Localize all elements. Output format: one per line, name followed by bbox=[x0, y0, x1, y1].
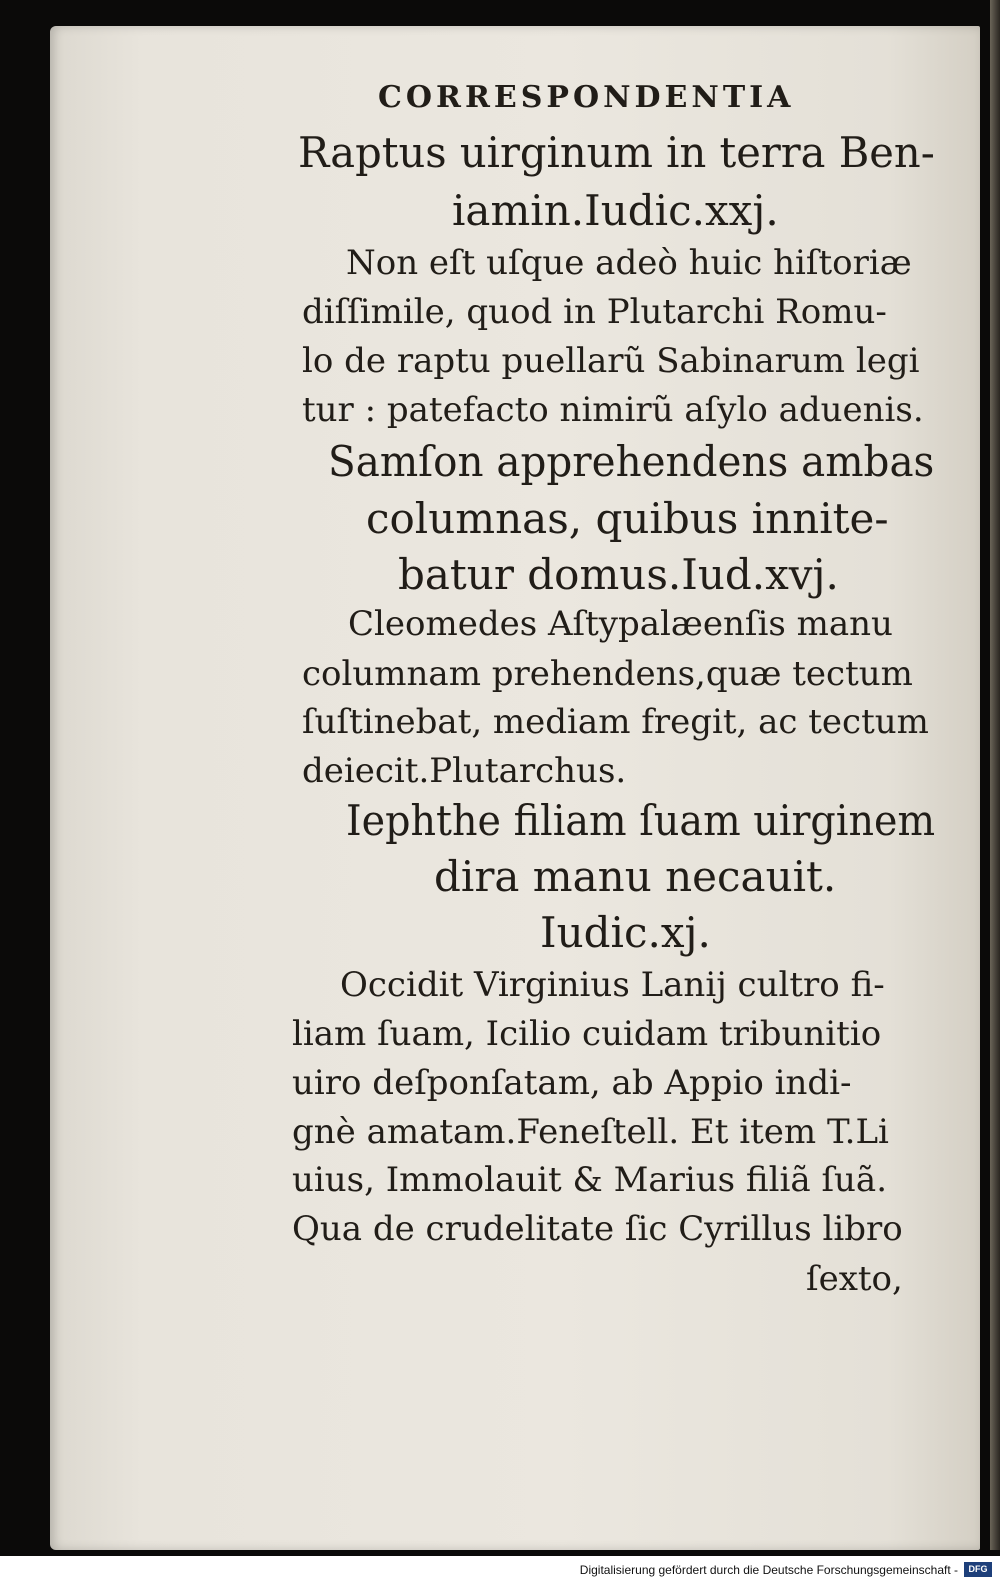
heading-line-16: Iudic.xj. bbox=[540, 908, 711, 957]
text-line-4: diſſimile, quod in Plutarchi Romu- bbox=[302, 292, 887, 332]
heading-line-8: columnas, quibus innite- bbox=[366, 494, 889, 543]
text-line-11: columnam prehendens,quæ tectum bbox=[302, 654, 913, 694]
text-line-5: lo de raptu puellarũ Sabinarum legi bbox=[302, 341, 920, 381]
text-line-3: Non eſt uſque adeò huic hiſtoriæ bbox=[346, 243, 912, 283]
digitization-footer bbox=[0, 1556, 1000, 1588]
text-line-19: uiro deſponſatam, ab Appio indi- bbox=[292, 1063, 852, 1103]
heading-line-9: batur domus.Iud.xvj. bbox=[398, 550, 839, 599]
text-line-22: Qua de crudelitate ſic Cyrillus libro bbox=[292, 1209, 903, 1249]
text-line-10: Cleomedes Aſtypalæenſis manu bbox=[348, 604, 893, 644]
text-line-21: uius, Immolauit & Marius filiã ſuã. bbox=[292, 1160, 887, 1200]
text-line-13: deiecit.Plutarchus. bbox=[302, 751, 627, 791]
dfg-logo: DFG bbox=[964, 1562, 992, 1577]
running-head: CORRESPONDENTIA bbox=[378, 80, 795, 115]
text-line-18: liam ſuam, Icilio cuidam tribunitio bbox=[292, 1014, 882, 1054]
footer-credit: Digitalisierung gefördert durch die Deutsche Forschungsgemeinschaft - bbox=[579, 1563, 958, 1577]
heading-line-7: Samſon apprehendens ambas bbox=[328, 437, 935, 486]
heading-line-1: Raptus uirginum in terra Ben- bbox=[298, 128, 935, 177]
text-line-20: gnè amatam.Feneſtell. Et item T.Li bbox=[292, 1112, 889, 1152]
heading-line-14: Iephthe filiam ſuam uirginem bbox=[346, 796, 936, 845]
text-line-17: Occidit Virginius Lanij cultro fi- bbox=[340, 965, 885, 1005]
text-line-12: ſuſtinebat, mediam fregit, ac tectum bbox=[302, 702, 929, 742]
heading-line-2: iamin.Iudic.xxj. bbox=[452, 186, 779, 235]
book-spine-edge bbox=[990, 0, 1000, 1550]
heading-line-15: dira manu necauit. bbox=[434, 852, 837, 901]
text-line-6: tur : patefacto nimirũ aſylo aduenis. bbox=[302, 390, 924, 430]
catchword: ſexto, bbox=[806, 1259, 903, 1299]
